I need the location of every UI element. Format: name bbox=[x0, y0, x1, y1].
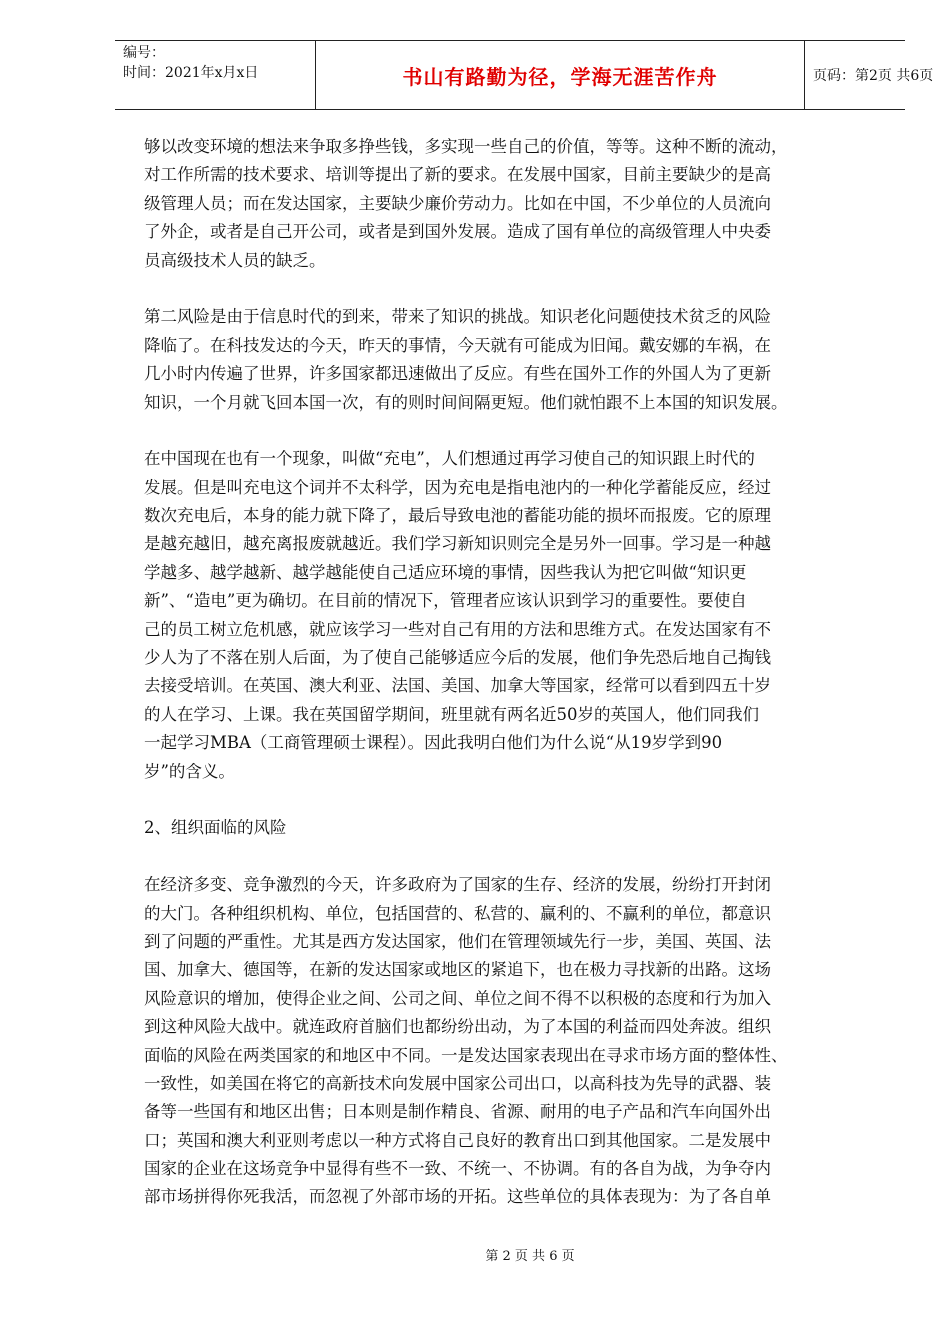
header-motto: 书山有路勤为径，学海无涯苦作舟 bbox=[402, 64, 718, 89]
text-line: 的人在学习、上课。我在英国留学期间，班里就有两名近50岁的英国人，他们同我们 bbox=[144, 704, 759, 724]
text-line: 2、组织面临的风险 bbox=[144, 818, 287, 838]
text-line: 国、加拿大、德国等，在新的发达国家或地区的紧追下，也在极力寻找新的出路。这场 bbox=[144, 960, 771, 980]
text-line: 面临的风险在两类国家的和地区中不同。一是发达国家表现出在寻求市场方面的整体性、 bbox=[144, 1045, 788, 1065]
text-line: 在经济多变、竞争激烈的今天，许多政府为了国家的生存、经济的发展，纷纷打开封闭 bbox=[144, 875, 771, 895]
page-header bbox=[115, 40, 934, 110]
paragraph-gap bbox=[144, 275, 890, 303]
text-line: 对工作所需的技术要求、培训等提出了新的要求。在发展中国家，目前主要缺少的是高 bbox=[144, 165, 771, 185]
text-line: 到这种风险大战中。就连政府首脑们也都纷纷出动，为了本国的利益而四处奔波。组织 bbox=[144, 1017, 771, 1037]
header-page-label: 页码：第2页 共6页 bbox=[813, 68, 934, 84]
text-line: 新”、“造电”更为确切。在目前的情况下，管理者应该认识到学习的重要性。要使自 bbox=[144, 591, 747, 611]
document-time-label: 时间：2021年x月x日 bbox=[123, 65, 259, 81]
text-line: 第二风险是由于信息时代的到来，带来了知识的挑战。知识老化问题使技术贫乏的风险 bbox=[144, 307, 771, 327]
text-line: 数次充电后，本身的能力就下降了，最后导致电池的蓄能功能的损坏而报废。它的原理 bbox=[144, 506, 771, 526]
paragraph bbox=[144, 814, 890, 842]
page-footer bbox=[0, 1245, 950, 1264]
text-line: 员高级技术人员的缺乏。 bbox=[144, 250, 326, 270]
header-motto-cell bbox=[315, 41, 805, 109]
text-line: 知识，一个月就飞回本国一次，有的则时间间隔更短。他们就怕跟不上本国的知识发展。 bbox=[144, 392, 788, 412]
paragraph-gap bbox=[144, 786, 890, 814]
text-line: 口；英国和澳大利亚则考虑以一种方式将自己良好的教育出口到其他国家。二是发展中 bbox=[144, 1130, 771, 1150]
paragraph-gap bbox=[144, 843, 890, 871]
document-number-label: 编号： bbox=[123, 45, 165, 61]
paragraph bbox=[144, 303, 890, 417]
text-line: 在中国现在也有一个现象，叫做“充电”，人们想通过再学习使自己的知识跟上时代的 bbox=[144, 449, 755, 469]
text-line: 部市场拼得你死我活，而忽视了外部市场的开拓。这些单位的具体表现为：为了各自单 bbox=[144, 1187, 771, 1207]
text-line: 了外企，或者是自己开公司，或者是到国外发展。造成了国有单位的高级管理人中央委 bbox=[144, 222, 771, 242]
text-line: 学越多、越学越新、越学越能使自己适应环境的事情，因些我认为把它叫做“知识更 bbox=[144, 562, 747, 582]
paragraph bbox=[144, 871, 890, 1212]
text-line: 风险意识的增加，使得企业之间、公司之间、单位之间不得不以积极的态度和行为加入 bbox=[144, 988, 771, 1008]
document-body bbox=[144, 133, 890, 1212]
header-meta bbox=[115, 41, 315, 109]
text-line: 一起学习MBA（工商管理硕士课程）。因此我明白他们为什么说“从19岁学到90 bbox=[144, 733, 723, 753]
paragraph-gap bbox=[144, 417, 890, 445]
paragraph bbox=[144, 445, 890, 786]
footer-page-number: 第 2 页 共 6 页 bbox=[485, 1249, 575, 1264]
text-line: 一致性，如美国在将它的高新技术向发展中国家公司出口，以高科技为先导的武器、装 bbox=[144, 1073, 771, 1093]
text-line: 的大门。各种组织机构、单位，包括国营的、私营的、赢利的、不赢利的单位，都意识 bbox=[144, 903, 771, 923]
text-line: 几小时内传遍了世界，许多国家都迅速做出了反应。有些在国外工作的外国人为了更新 bbox=[144, 364, 771, 384]
text-line: 岁”的含义。 bbox=[144, 761, 235, 781]
text-line: 备等一些国有和地区出售；日本则是制作精良、省源、耐用的电子产品和汽车向国外出 bbox=[144, 1102, 771, 1122]
text-line: 级管理人员；而在发达国家，主要缺少廉价劳动力。比如在中国，不少单位的人员流向 bbox=[144, 193, 771, 213]
paragraph bbox=[144, 133, 890, 275]
text-line: 是越充越旧，越充离报废就越近。我们学习新知识则完全是另外一回事。学习是一种越 bbox=[144, 534, 771, 554]
text-line: 降临了。在科技发达的今天，昨天的事情，今天就有可能成为旧闻。戴安娜的车祸，在 bbox=[144, 335, 771, 355]
text-line: 少人为了不落在别人后面，为了使自己能够适应今后的发展，他们争先恐后地自己掏钱 bbox=[144, 648, 771, 668]
text-line: 到了问题的严重性。尤其是西方发达国家，他们在管理领域先行一步，美国、英国、法 bbox=[144, 931, 771, 951]
text-line: 够以改变环境的想法来争取多挣些钱，多实现一些自己的价值，等等。这种不断的流动， bbox=[144, 137, 788, 156]
text-line: 国家的企业在这场竞争中显得有些不一致、不统一、不协调。有的各自为战，为争夺内 bbox=[144, 1159, 771, 1179]
header-page-cell bbox=[805, 41, 934, 109]
text-line: 发展。但是叫充电这个词并不太科学，因为充电是指电池内的一种化学蓄能反应，经过 bbox=[144, 477, 771, 497]
text-line: 去接受培训。在英国、澳大利亚、法国、美国、加拿大等国家，经常可以看到四五十岁 bbox=[144, 676, 771, 696]
text-line: 己的员工树立危机感，就应该学习一些对自己有用的方法和思维方式。在发达国家有不 bbox=[144, 619, 771, 639]
